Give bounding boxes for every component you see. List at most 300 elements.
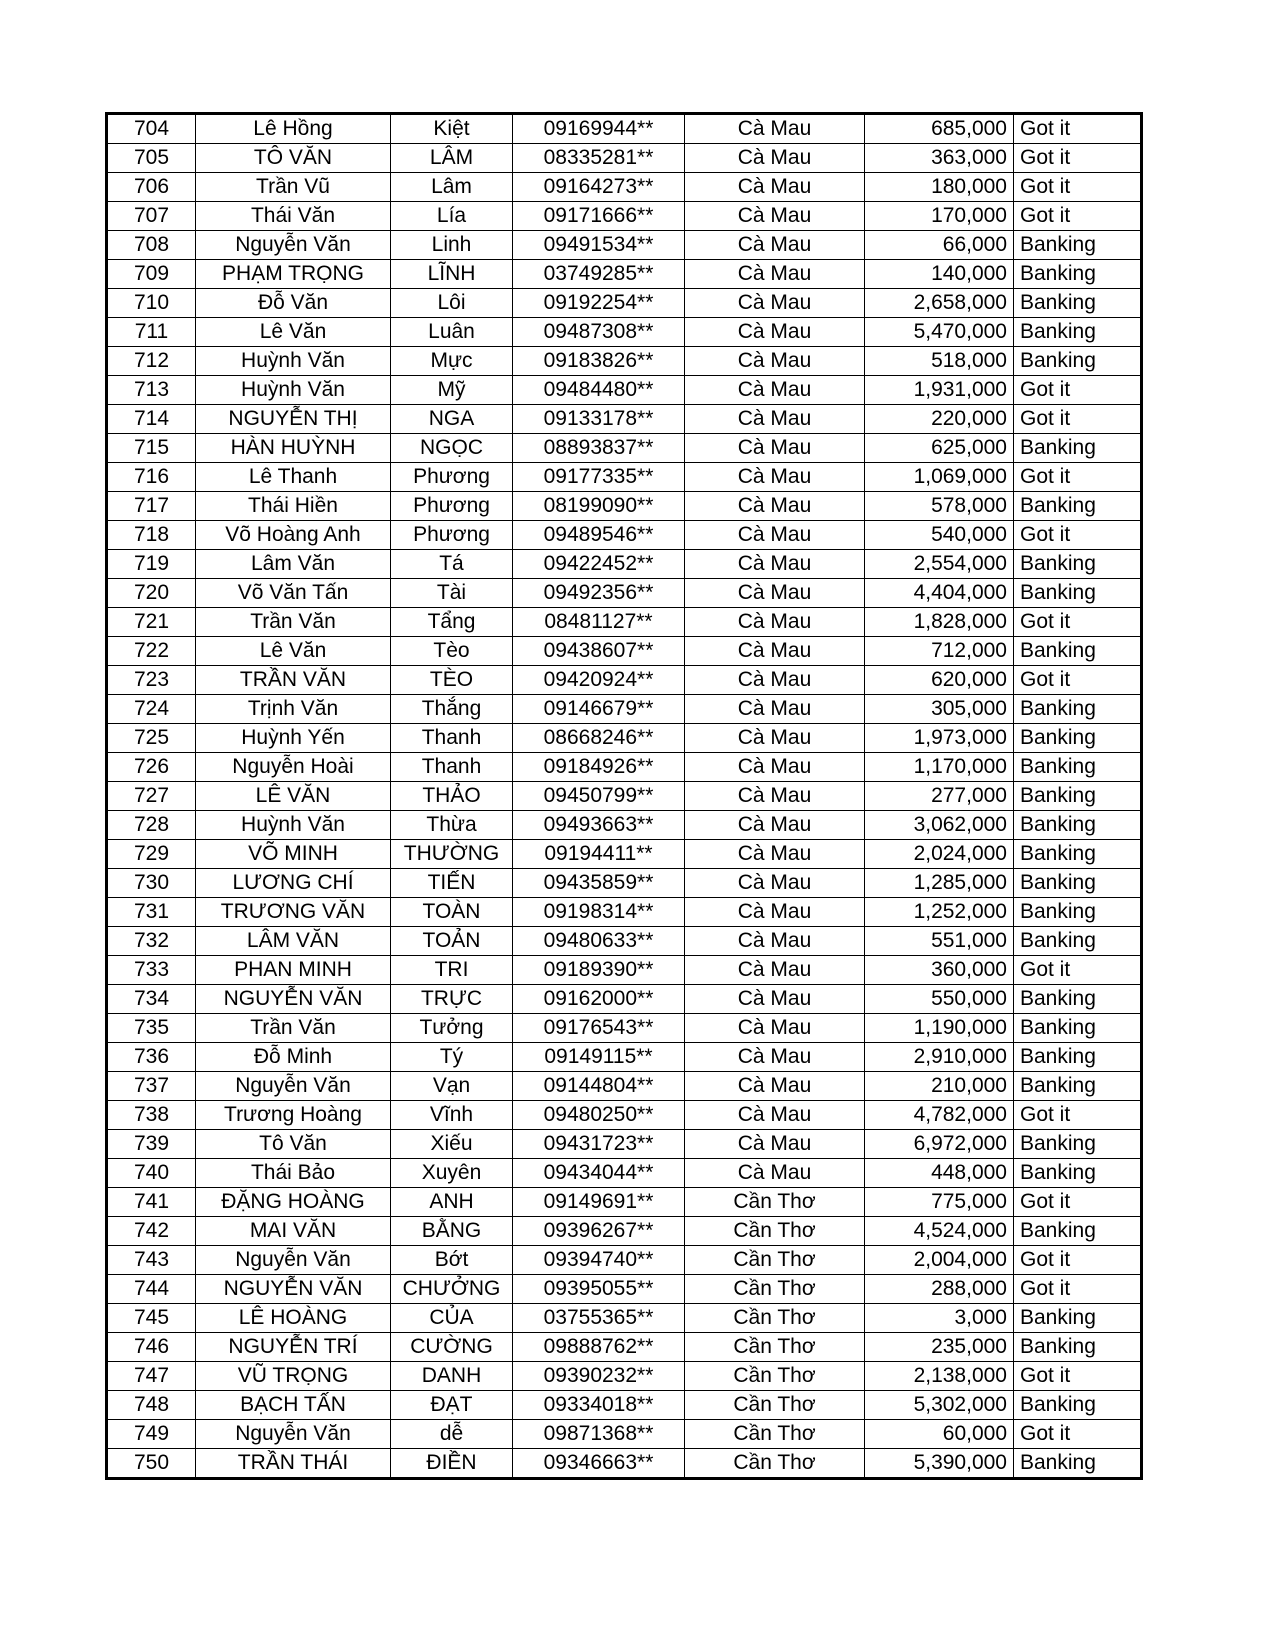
first-name-cell: Lôi [391, 289, 513, 318]
row-number: 715 [107, 434, 196, 463]
payment-method-cell: Got it [1014, 144, 1142, 173]
payment-method-cell: Banking [1014, 1304, 1142, 1333]
table-row [107, 753, 1142, 782]
first-name-cell: Tèo [391, 637, 513, 666]
first-name-cell: Phương [391, 463, 513, 492]
phone-cell: 03749285** [513, 260, 685, 289]
phone-cell: 08893837** [513, 434, 685, 463]
amount-cell: 1,252,000 [865, 898, 1014, 927]
province-cell: Cà Mau [685, 753, 865, 782]
phone-cell: 09492356** [513, 579, 685, 608]
first-name-cell: ĐẠT [391, 1391, 513, 1420]
province-cell: Cần Thơ [685, 1420, 865, 1449]
row-number: 731 [107, 898, 196, 927]
amount-cell: 2,658,000 [865, 289, 1014, 318]
payment-method-cell: Got it [1014, 521, 1142, 550]
first-name-cell: CỦA [391, 1304, 513, 1333]
province-cell: Cà Mau [685, 173, 865, 202]
row-number: 734 [107, 985, 196, 1014]
last-name-cell: Lê Văn [196, 637, 391, 666]
first-name-cell: dễ [391, 1420, 513, 1449]
phone-cell: 09177335** [513, 463, 685, 492]
table-row [107, 724, 1142, 753]
phone-cell: 09146679** [513, 695, 685, 724]
province-cell: Cà Mau [685, 289, 865, 318]
payment-method-cell: Banking [1014, 1159, 1142, 1188]
row-number: 747 [107, 1362, 196, 1391]
amount-cell: 3,000 [865, 1304, 1014, 1333]
amount-cell: 305,000 [865, 695, 1014, 724]
payment-method-cell: Banking [1014, 1333, 1142, 1362]
payment-method-cell: Banking [1014, 782, 1142, 811]
province-cell: Cà Mau [685, 492, 865, 521]
table-row [107, 840, 1142, 869]
amount-cell: 5,390,000 [865, 1449, 1014, 1479]
table-row [107, 1130, 1142, 1159]
phone-cell: 09489546** [513, 521, 685, 550]
first-name-cell: TOẢN [391, 927, 513, 956]
payment-method-cell: Banking [1014, 1043, 1142, 1072]
first-name-cell: DANH [391, 1362, 513, 1391]
row-number: 711 [107, 318, 196, 347]
first-name-cell: Thanh [391, 724, 513, 753]
table-row [107, 1362, 1142, 1391]
row-number: 742 [107, 1217, 196, 1246]
table-row [107, 202, 1142, 231]
first-name-cell: BẰNG [391, 1217, 513, 1246]
province-cell: Cà Mau [685, 869, 865, 898]
row-number: 712 [107, 347, 196, 376]
row-number: 746 [107, 1333, 196, 1362]
payment-method-cell: Got it [1014, 114, 1142, 144]
row-number: 717 [107, 492, 196, 521]
row-number: 728 [107, 811, 196, 840]
table-row [107, 666, 1142, 695]
province-cell: Cần Thơ [685, 1246, 865, 1275]
phone-cell: 09484480** [513, 376, 685, 405]
payment-method-cell: Got it [1014, 1101, 1142, 1130]
row-number: 705 [107, 144, 196, 173]
phone-cell: 09149691** [513, 1188, 685, 1217]
first-name-cell: Thắng [391, 695, 513, 724]
province-cell: Cà Mau [685, 608, 865, 637]
province-cell: Cần Thơ [685, 1391, 865, 1420]
last-name-cell: VŨ TRỌNG [196, 1362, 391, 1391]
row-number: 749 [107, 1420, 196, 1449]
row-number: 713 [107, 376, 196, 405]
province-cell: Cần Thơ [685, 1449, 865, 1479]
row-number: 718 [107, 521, 196, 550]
province-cell: Cần Thơ [685, 1333, 865, 1362]
row-number: 738 [107, 1101, 196, 1130]
table-row [107, 1014, 1142, 1043]
row-number: 720 [107, 579, 196, 608]
payment-method-cell: Banking [1014, 840, 1142, 869]
last-name-cell: LÊ VĂN [196, 782, 391, 811]
last-name-cell: Tô Văn [196, 1130, 391, 1159]
first-name-cell: TRỰC [391, 985, 513, 1014]
last-name-cell: LÂM VĂN [196, 927, 391, 956]
row-number: 708 [107, 231, 196, 260]
province-cell: Cà Mau [685, 521, 865, 550]
first-name-cell: Mỹ [391, 376, 513, 405]
payment-method-cell: Got it [1014, 1188, 1142, 1217]
row-number: 716 [107, 463, 196, 492]
phone-cell: 09871368** [513, 1420, 685, 1449]
phone-cell: 09164273** [513, 173, 685, 202]
province-cell: Cà Mau [685, 985, 865, 1014]
province-cell: Cà Mau [685, 782, 865, 811]
last-name-cell: TRẦN THÁI [196, 1449, 391, 1479]
table-row [107, 144, 1142, 173]
payment-method-cell: Banking [1014, 434, 1142, 463]
row-number: 707 [107, 202, 196, 231]
amount-cell: 2,910,000 [865, 1043, 1014, 1072]
amount-cell: 1,069,000 [865, 463, 1014, 492]
first-name-cell: THẢO [391, 782, 513, 811]
row-number: 741 [107, 1188, 196, 1217]
phone-cell: 08335281** [513, 144, 685, 173]
table-row [107, 1159, 1142, 1188]
first-name-cell: Xiếu [391, 1130, 513, 1159]
row-number: 722 [107, 637, 196, 666]
last-name-cell: Huỳnh Văn [196, 811, 391, 840]
table-row [107, 173, 1142, 202]
province-cell: Cần Thơ [685, 1304, 865, 1333]
row-number: 748 [107, 1391, 196, 1420]
payment-method-cell: Banking [1014, 318, 1142, 347]
payment-method-cell: Banking [1014, 927, 1142, 956]
last-name-cell: Trương Hoàng [196, 1101, 391, 1130]
table-row [107, 1391, 1142, 1420]
phone-cell: 09176543** [513, 1014, 685, 1043]
amount-cell: 4,524,000 [865, 1217, 1014, 1246]
amount-cell: 775,000 [865, 1188, 1014, 1217]
table-row [107, 1043, 1142, 1072]
row-number: 737 [107, 1072, 196, 1101]
payment-method-cell: Got it [1014, 1246, 1142, 1275]
province-cell: Cà Mau [685, 1101, 865, 1130]
amount-cell: 620,000 [865, 666, 1014, 695]
payment-method-cell: Banking [1014, 1449, 1142, 1479]
table-row [107, 347, 1142, 376]
last-name-cell: Thái Bảo [196, 1159, 391, 1188]
payment-method-cell: Banking [1014, 753, 1142, 782]
payment-method-cell: Got it [1014, 956, 1142, 985]
winners-table [105, 112, 1143, 1480]
row-number: 724 [107, 695, 196, 724]
province-cell: Cà Mau [685, 956, 865, 985]
amount-cell: 448,000 [865, 1159, 1014, 1188]
table-row [107, 1304, 1142, 1333]
phone-cell: 09171666** [513, 202, 685, 231]
row-number: 745 [107, 1304, 196, 1333]
phone-cell: 09395055** [513, 1275, 685, 1304]
amount-cell: 1,170,000 [865, 753, 1014, 782]
row-number: 709 [107, 260, 196, 289]
table-row [107, 1449, 1142, 1479]
first-name-cell: Lía [391, 202, 513, 231]
last-name-cell: LÊ HOÀNG [196, 1304, 391, 1333]
province-cell: Cà Mau [685, 202, 865, 231]
province-cell: Cà Mau [685, 144, 865, 173]
amount-cell: 518,000 [865, 347, 1014, 376]
first-name-cell: Thừa [391, 811, 513, 840]
last-name-cell: Nguyễn Văn [196, 231, 391, 260]
phone-cell: 09198314** [513, 898, 685, 927]
table-row [107, 405, 1142, 434]
phone-cell: 09390232** [513, 1362, 685, 1391]
last-name-cell: Lê Văn [196, 318, 391, 347]
table-row [107, 318, 1142, 347]
phone-cell: 09144804** [513, 1072, 685, 1101]
last-name-cell: Võ Hoàng Anh [196, 521, 391, 550]
province-cell: Cà Mau [685, 666, 865, 695]
first-name-cell: THƯỜNG [391, 840, 513, 869]
first-name-cell: TOÀN [391, 898, 513, 927]
last-name-cell: PHAN MINH [196, 956, 391, 985]
first-name-cell: NGA [391, 405, 513, 434]
first-name-cell: CƯỜNG [391, 1333, 513, 1362]
last-name-cell: Huỳnh Yến [196, 724, 391, 753]
phone-cell: 09192254** [513, 289, 685, 318]
phone-cell: 09169944** [513, 114, 685, 144]
payment-method-cell: Banking [1014, 1014, 1142, 1043]
last-name-cell: Thái Văn [196, 202, 391, 231]
last-name-cell: ĐẶNG HOÀNG [196, 1188, 391, 1217]
last-name-cell: Trần Văn [196, 608, 391, 637]
phone-cell: 09346663** [513, 1449, 685, 1479]
last-name-cell: TRƯƠNG VĂN [196, 898, 391, 927]
table-row [107, 1101, 1142, 1130]
first-name-cell: Linh [391, 231, 513, 260]
table-row [107, 956, 1142, 985]
amount-cell: 3,062,000 [865, 811, 1014, 840]
last-name-cell: TRẦN VĂN [196, 666, 391, 695]
table-row [107, 1275, 1142, 1304]
payment-method-cell: Banking [1014, 695, 1142, 724]
province-cell: Cà Mau [685, 1014, 865, 1043]
last-name-cell: Lê Thanh [196, 463, 391, 492]
amount-cell: 288,000 [865, 1275, 1014, 1304]
table-row [107, 985, 1142, 1014]
table-row [107, 376, 1142, 405]
last-name-cell: Nguyễn Hoài [196, 753, 391, 782]
amount-cell: 2,004,000 [865, 1246, 1014, 1275]
first-name-cell: TIẾN [391, 869, 513, 898]
payment-method-cell: Got it [1014, 1420, 1142, 1449]
province-cell: Cà Mau [685, 1043, 865, 1072]
amount-cell: 578,000 [865, 492, 1014, 521]
payment-method-cell: Banking [1014, 550, 1142, 579]
phone-cell: 09420924** [513, 666, 685, 695]
phone-cell: 09133178** [513, 405, 685, 434]
province-cell: Cà Mau [685, 550, 865, 579]
amount-cell: 360,000 [865, 956, 1014, 985]
province-cell: Cà Mau [685, 927, 865, 956]
payment-method-cell: Banking [1014, 492, 1142, 521]
payment-method-cell: Banking [1014, 260, 1142, 289]
payment-method-cell: Banking [1014, 1130, 1142, 1159]
phone-cell: 09435859** [513, 869, 685, 898]
row-number: 733 [107, 956, 196, 985]
table-row [107, 1217, 1142, 1246]
table-row [107, 811, 1142, 840]
phone-cell: 09162000** [513, 985, 685, 1014]
row-number: 727 [107, 782, 196, 811]
phone-cell: 09149115** [513, 1043, 685, 1072]
row-number: 726 [107, 753, 196, 782]
last-name-cell: Võ Văn Tấn [196, 579, 391, 608]
table-row [107, 231, 1142, 260]
payment-method-cell: Banking [1014, 1391, 1142, 1420]
phone-cell: 09183826** [513, 347, 685, 376]
last-name-cell: VÕ MINH [196, 840, 391, 869]
amount-cell: 180,000 [865, 173, 1014, 202]
province-cell: Cần Thơ [685, 1362, 865, 1391]
phone-cell: 09189390** [513, 956, 685, 985]
payment-method-cell: Banking [1014, 231, 1142, 260]
table-row [107, 1188, 1142, 1217]
table-row [107, 695, 1142, 724]
last-name-cell: Trần Văn [196, 1014, 391, 1043]
row-number: 719 [107, 550, 196, 579]
phone-cell: 09487308** [513, 318, 685, 347]
table-row [107, 782, 1142, 811]
table-row [107, 114, 1142, 144]
last-name-cell: NGUYỄN THỊ [196, 405, 391, 434]
amount-cell: 1,931,000 [865, 376, 1014, 405]
first-name-cell: ANH [391, 1188, 513, 1217]
province-cell: Cần Thơ [685, 1275, 865, 1304]
phone-cell: 09480633** [513, 927, 685, 956]
phone-cell: 09438607** [513, 637, 685, 666]
payment-method-cell: Got it [1014, 376, 1142, 405]
last-name-cell: NGUYỄN TRÍ [196, 1333, 391, 1362]
payment-method-cell: Got it [1014, 1362, 1142, 1391]
first-name-cell: Lâm [391, 173, 513, 202]
last-name-cell: TÔ VĂN [196, 144, 391, 173]
table-row [107, 521, 1142, 550]
table-row [107, 608, 1142, 637]
phone-cell: 09450799** [513, 782, 685, 811]
row-number: 721 [107, 608, 196, 637]
row-number: 736 [107, 1043, 196, 1072]
last-name-cell: Lê Hồng [196, 114, 391, 144]
row-number: 706 [107, 173, 196, 202]
phone-cell: 03755365** [513, 1304, 685, 1333]
amount-cell: 1,973,000 [865, 724, 1014, 753]
last-name-cell: Huỳnh Văn [196, 376, 391, 405]
amount-cell: 210,000 [865, 1072, 1014, 1101]
amount-cell: 540,000 [865, 521, 1014, 550]
province-cell: Cần Thơ [685, 1217, 865, 1246]
last-name-cell: Nguyễn Văn [196, 1246, 391, 1275]
last-name-cell: Đỗ Minh [196, 1043, 391, 1072]
amount-cell: 551,000 [865, 927, 1014, 956]
amount-cell: 363,000 [865, 144, 1014, 173]
amount-cell: 66,000 [865, 231, 1014, 260]
payment-method-cell: Banking [1014, 289, 1142, 318]
first-name-cell: Tý [391, 1043, 513, 1072]
phone-cell: 09480250** [513, 1101, 685, 1130]
province-cell: Cà Mau [685, 463, 865, 492]
payment-method-cell: Got it [1014, 405, 1142, 434]
row-number: 744 [107, 1275, 196, 1304]
row-number: 725 [107, 724, 196, 753]
province-cell: Cà Mau [685, 724, 865, 753]
payment-method-cell: Banking [1014, 579, 1142, 608]
last-name-cell: LƯƠNG CHÍ [196, 869, 391, 898]
table-row [107, 260, 1142, 289]
phone-cell: 09396267** [513, 1217, 685, 1246]
table-row [107, 1246, 1142, 1275]
payment-method-cell: Got it [1014, 608, 1142, 637]
province-cell: Cà Mau [685, 898, 865, 927]
phone-cell: 08199090** [513, 492, 685, 521]
row-number: 730 [107, 869, 196, 898]
amount-cell: 170,000 [865, 202, 1014, 231]
first-name-cell: Kiệt [391, 114, 513, 144]
province-cell: Cà Mau [685, 434, 865, 463]
payment-method-cell: Banking [1014, 985, 1142, 1014]
province-cell: Cà Mau [685, 1130, 865, 1159]
amount-cell: 2,138,000 [865, 1362, 1014, 1391]
table-row [107, 1333, 1142, 1362]
first-name-cell: TRI [391, 956, 513, 985]
row-number: 704 [107, 114, 196, 144]
province-cell: Cà Mau [685, 376, 865, 405]
amount-cell: 140,000 [865, 260, 1014, 289]
amount-cell: 685,000 [865, 114, 1014, 144]
province-cell: Cà Mau [685, 318, 865, 347]
row-number: 750 [107, 1449, 196, 1479]
amount-cell: 60,000 [865, 1420, 1014, 1449]
payment-method-cell: Banking [1014, 637, 1142, 666]
row-number: 739 [107, 1130, 196, 1159]
table-row [107, 1420, 1142, 1449]
table-row [107, 1072, 1142, 1101]
province-cell: Cà Mau [685, 579, 865, 608]
province-cell: Cà Mau [685, 1072, 865, 1101]
payment-method-cell: Got it [1014, 666, 1142, 695]
phone-cell: 08668246** [513, 724, 685, 753]
province-cell: Cà Mau [685, 695, 865, 724]
last-name-cell: NGUYỄN VĂN [196, 985, 391, 1014]
amount-cell: 277,000 [865, 782, 1014, 811]
first-name-cell: Phương [391, 521, 513, 550]
phone-cell: 09194411** [513, 840, 685, 869]
amount-cell: 4,404,000 [865, 579, 1014, 608]
table-row [107, 434, 1142, 463]
payment-method-cell: Banking [1014, 869, 1142, 898]
phone-cell: 09434044** [513, 1159, 685, 1188]
phone-cell: 09493663** [513, 811, 685, 840]
table-row [107, 579, 1142, 608]
amount-cell: 712,000 [865, 637, 1014, 666]
province-cell: Cà Mau [685, 114, 865, 144]
amount-cell: 625,000 [865, 434, 1014, 463]
phone-cell: 08481127** [513, 608, 685, 637]
province-cell: Cà Mau [685, 1159, 865, 1188]
amount-cell: 220,000 [865, 405, 1014, 434]
province-cell: Cà Mau [685, 260, 865, 289]
table-row [107, 637, 1142, 666]
first-name-cell: TÈO [391, 666, 513, 695]
payment-method-cell: Got it [1014, 463, 1142, 492]
row-number: 729 [107, 840, 196, 869]
amount-cell: 5,302,000 [865, 1391, 1014, 1420]
